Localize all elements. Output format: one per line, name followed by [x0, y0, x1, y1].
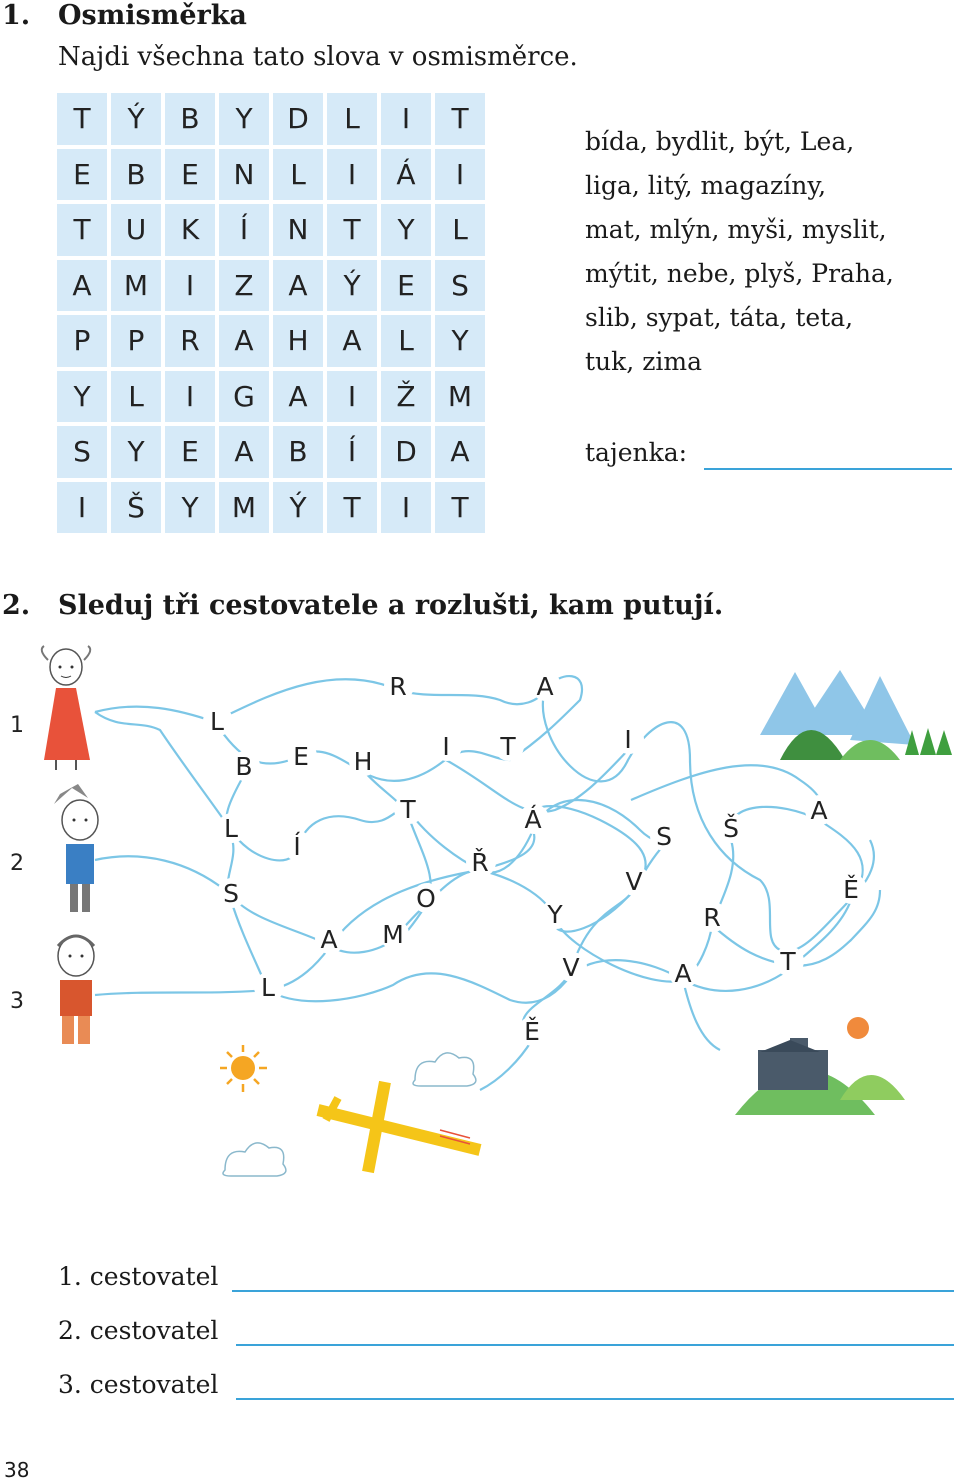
traveler-number: 1 [10, 713, 24, 738]
grid-cell[interactable]: E [165, 149, 215, 201]
castle-destination-icon [735, 1017, 905, 1115]
maze-letter: V [562, 953, 580, 982]
grid-cell[interactable]: H [273, 315, 323, 367]
grid-cell[interactable]: T [57, 204, 107, 256]
answer-label-1: 1. cestovatel [58, 1262, 219, 1291]
grid-cell[interactable]: A [219, 426, 269, 478]
maze-letter: S [656, 822, 672, 851]
traveler-number: 3 [10, 989, 24, 1014]
answer-line-1[interactable] [232, 1290, 954, 1292]
grid-cell[interactable]: Ý [327, 260, 377, 312]
grid-cell[interactable]: B [165, 93, 215, 145]
grid-cell[interactable]: L [381, 315, 431, 367]
grid-cell[interactable]: A [435, 426, 485, 478]
cloud-icon [223, 1143, 286, 1176]
grid-cell[interactable]: T [57, 93, 107, 145]
grid-cell[interactable]: G [219, 371, 269, 423]
grid-cell[interactable]: M [111, 260, 161, 312]
grid-cell[interactable]: E [57, 149, 107, 201]
word-list-line: bída, bydlit, být, Lea, [585, 127, 855, 156]
traveler-girl-icon [42, 646, 91, 770]
maze-letter: T [780, 947, 796, 976]
maze-letter: L [224, 814, 238, 843]
traveler-number: 2 [10, 851, 24, 876]
grid-cell[interactable]: L [435, 204, 485, 256]
maze-letter: A [810, 796, 828, 825]
answer-label-3: 3. cestovatel [58, 1370, 219, 1399]
maze-letter: M [382, 920, 404, 949]
maze-letter: H [353, 747, 373, 776]
maze-letter: T [400, 795, 416, 824]
grid-cell[interactable]: I [165, 260, 215, 312]
maze-letter: S [223, 879, 239, 908]
grid-cell[interactable]: Ž [381, 371, 431, 423]
word-list-line: mat, mlýn, myši, myslit, [585, 215, 887, 244]
grid-cell[interactable]: B [273, 426, 323, 478]
grid-cell[interactable]: A [219, 315, 269, 367]
grid-cell[interactable]: P [111, 315, 161, 367]
maze-letter: L [210, 707, 224, 736]
maze-letter: R [703, 903, 721, 932]
maze-letter: Ě [843, 875, 859, 904]
word-list-line: tuk, zima [585, 347, 702, 376]
grid-cell[interactable]: Y [381, 204, 431, 256]
traveler-boy-orange-icon [58, 936, 94, 1044]
grid-cell[interactable]: T [327, 482, 377, 534]
grid-cell[interactable]: M [219, 482, 269, 534]
maze-letter: I [442, 732, 450, 761]
grid-cell[interactable]: T [435, 93, 485, 145]
grid-cell[interactable]: I [435, 149, 485, 201]
grid-cell[interactable]: Á [381, 149, 431, 201]
maze-letter: Š [723, 814, 739, 843]
maze-letter: I [624, 725, 632, 754]
grid-cell[interactable]: Í [327, 426, 377, 478]
answer-label-2: 2. cestovatel [58, 1316, 219, 1345]
grid-cell[interactable]: I [381, 93, 431, 145]
grid-cell[interactable]: I [327, 149, 377, 201]
grid-cell[interactable]: Š [111, 482, 161, 534]
grid-cell[interactable]: L [111, 371, 161, 423]
maze-letter: V [625, 867, 643, 896]
word-list-line: mýtit, nebe, plyš, Praha, [585, 259, 894, 288]
grid-cell[interactable]: A [273, 260, 323, 312]
maze-letter: A [536, 672, 554, 701]
word-list-line: liga, litý, magazíny, [585, 171, 827, 200]
grid-cell[interactable]: L [327, 93, 377, 145]
grid-cell[interactable]: I [381, 482, 431, 534]
grid-cell[interactable]: I [327, 371, 377, 423]
grid-cell[interactable]: I [57, 482, 107, 534]
grid-cell[interactable]: N [219, 149, 269, 201]
maze-letter: B [235, 752, 253, 781]
grid-cell[interactable]: U [111, 204, 161, 256]
cloud-icon [413, 1053, 476, 1086]
grid-cell[interactable]: E [165, 426, 215, 478]
maze-letter: O [416, 884, 436, 913]
maze-letter: Í [293, 832, 301, 861]
grid-cell[interactable]: Ý [111, 93, 161, 145]
grid-cell[interactable]: M [435, 371, 485, 423]
mountains-destination-icon [760, 670, 952, 760]
maze-letter: Ě [524, 1017, 540, 1046]
maze-letter: L [261, 973, 275, 1002]
airplane-icon [318, 1082, 480, 1172]
grid-cell[interactable]: Í [219, 204, 269, 256]
grid-cell[interactable]: Y [435, 315, 485, 367]
grid-cell[interactable]: Y [219, 93, 269, 145]
grid-cell[interactable]: Y [111, 426, 161, 478]
grid-cell[interactable]: A [327, 315, 377, 367]
sun-icon [220, 1045, 267, 1092]
maze-paths [95, 676, 880, 1090]
maze-letter: E [293, 742, 309, 771]
maze-letter: Ř [471, 848, 489, 877]
grid-cell[interactable]: Y [57, 371, 107, 423]
grid-cell[interactable]: L [273, 149, 323, 201]
maze-letter: A [320, 925, 338, 954]
grid-cell[interactable]: R [165, 315, 215, 367]
maze-letter: T [500, 732, 516, 761]
grid-cell[interactable]: Ý [273, 482, 323, 534]
traveler-boy-icon [54, 784, 98, 912]
page-number: 38 [4, 1458, 30, 1482]
grid-cell[interactable]: N [273, 204, 323, 256]
grid-cell[interactable]: D [381, 426, 431, 478]
grid-cell[interactable]: E [381, 260, 431, 312]
exercise-2-number: 2. [2, 590, 31, 621]
exercise-2-title: Sleduj tři cestovatele a rozlušti, kam putují. [58, 590, 724, 621]
grid-cell[interactable]: Z [219, 260, 269, 312]
tajenka-label: tajenka: [585, 438, 688, 467]
exercise-1-title: Osmisměrka [58, 0, 247, 31]
grid-cell[interactable]: Y [165, 482, 215, 534]
grid-cell[interactable]: I [165, 371, 215, 423]
answer-line-2[interactable] [236, 1344, 954, 1346]
grid-cell[interactable]: S [57, 426, 107, 478]
maze-letter: A [674, 959, 692, 988]
answer-line-3[interactable] [236, 1398, 954, 1400]
grid-cell[interactable]: A [57, 260, 107, 312]
grid-cell[interactable]: A [273, 371, 323, 423]
maze-letter: Y [547, 900, 563, 929]
grid-cell[interactable]: T [327, 204, 377, 256]
grid-cell[interactable]: S [435, 260, 485, 312]
grid-cell[interactable]: K [165, 204, 215, 256]
maze-letter: Á [524, 805, 542, 834]
word-list-line: slib, sypat, táta, teta, [585, 303, 854, 332]
grid-cell[interactable]: B [111, 149, 161, 201]
grid-cell[interactable]: T [435, 482, 485, 534]
exercise-1-number: 1. [2, 0, 31, 31]
grid-cell[interactable]: P [57, 315, 107, 367]
exercise-1-instruction: Najdi všechna tato slova v osmisměrce. [58, 42, 578, 72]
maze-letter: R [389, 672, 407, 701]
grid-cell[interactable]: D [273, 93, 323, 145]
